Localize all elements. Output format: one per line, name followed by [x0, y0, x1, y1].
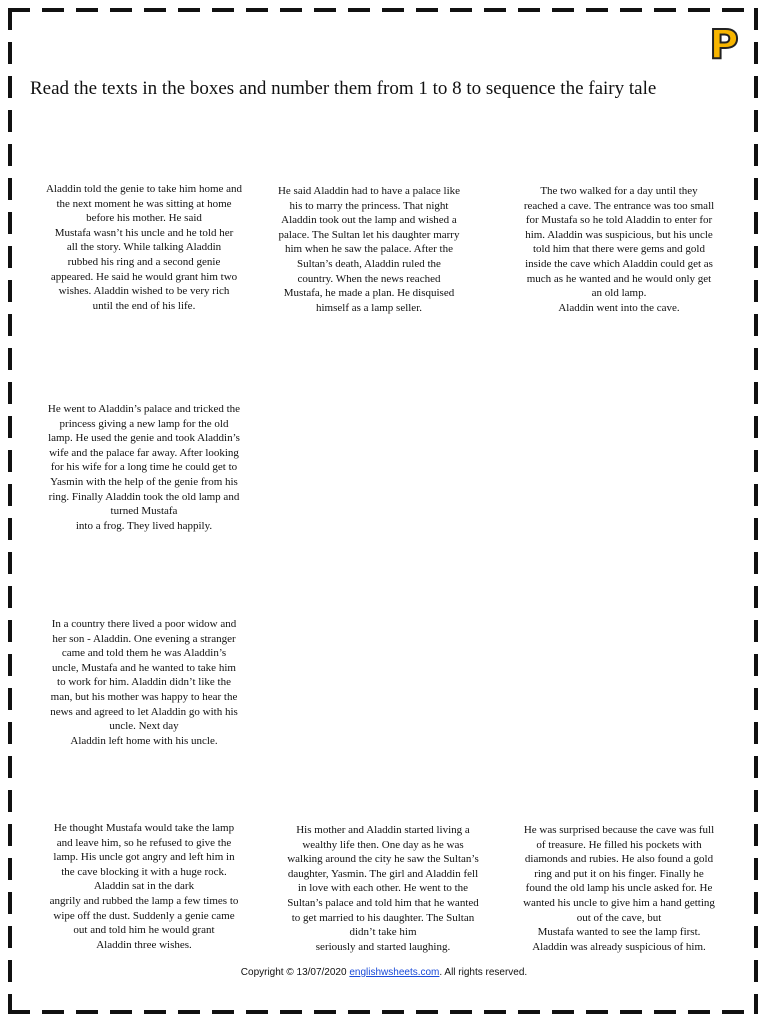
border-right: [754, 8, 758, 1014]
story-box-2: He said Aladdin had to have a palace like his to marry the princess. That night Aladdin took out the lamp and wished a palace. The Sultan let his daughter marry him when he saw the palace. After the Sultan’s death, Aladdin ruled the country. When the news reached Mustafa, he made a plan. He disquised himself as a lamp seller.: [277, 185, 461, 314]
worksheet-title: Read the texts in the boxes and number them from 1 to 8 to sequence the fairy tale: [30, 78, 657, 99]
rights-text: . All rights reserved.: [439, 967, 528, 978]
border-top: [8, 8, 758, 12]
site-link[interactable]: englishwsheets.com: [349, 967, 440, 978]
copyright-footer: [0, 967, 768, 978]
story-box-8: He was surprised because the cave was full of treasure. He filled his pockets with diamonds and rubies. He also found a gold ring and put it on his finger. Finally he found the old lamp his uncle asked for. He wanted his uncle to give him a hand getting out of the cave, but Mustafa wanted to see the lamp first. Aladdin was already suspicious of him.: [523, 824, 715, 953]
story-box-1: Aladdin told the genie to take him home and the next moment he was sitting at home before his mother. He said Mustafa wasn’t his uncle and he told her all the story. While talking Aladdin rubbed his ring and a second genie appeared. He said he would grant him two wishes. Aladdin wished to be very rich until the end of his life.: [45, 183, 243, 312]
site-logo-icon: P: [709, 22, 739, 68]
copyright-text: Copyright © 13/07/2020: [240, 967, 347, 978]
story-box-6: He thought Mustafa would take the lamp and leave him, so he refused to give the lamp. His uncle got angry and left him in the cave blocking it with a huge rock. Aladdin sat in the dark angrily and rubbed the lamp a few times to wipe off the dust. Suddenly a genie came out and told him he would grant Aladdin three wishes.: [49, 822, 239, 951]
story-box-7: His mother and Aladdin started living a wealthy life then. One day as he was walking around the city he saw the Sultan’s daughter, Yasmin. The girl and Aladdin fell in love with each other. He went to the Sultan’s palace and told him that he wanted to get married to his daughter. The Sultan didn’t take him seriously and started laughing.: [287, 824, 479, 953]
border-left: [8, 8, 12, 1014]
border-bottom: [8, 1010, 758, 1014]
story-box-3: The two walked for a day until they reached a cave. The entrance was too small for Mustafa so he told Aladdin to enter for him. Aladdin was suspicious, but his uncle told him that there were gems and gold inside the cave which Aladdin could get as much as he wanted and he would only get an old lamp. Aladdin went into the cave.: [523, 185, 715, 314]
story-box-4: He went to Aladdin’s palace and tricked the princess giving a new lamp for the old lamp. He used the genie and took Aladdin’s wife and the palace far away. After looking for his wife for a long time he could get to Yasmin with the help of the genie from his ring. Finally Aladdin took the old lamp and turned Mustafa into a frog. They lived happily.: [47, 403, 241, 532]
story-box-5: In a country there lived a poor widow and her son - Aladdin. One evening a stranger came and told them he was Aladdin’s uncle, Mustafa and he wanted to take him to work for him. Aladdin didn’t like the man, but his mother was happy to hear the news and agreed to let Aladdin go with his uncle. Next day Aladdin left home with his uncle.: [50, 618, 238, 747]
